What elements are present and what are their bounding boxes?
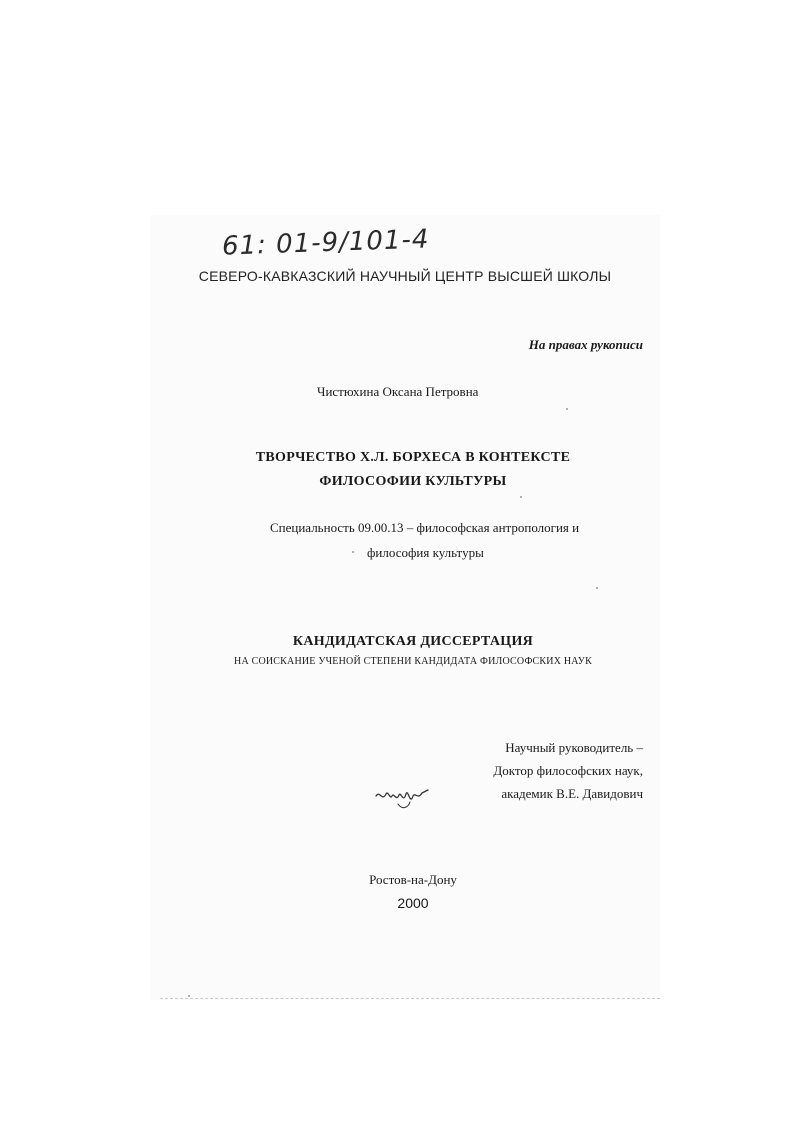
thesis-title-line-1: ТВОРЧЕСТВО Х.Л. БОРХЕСА В КОНТЕКСТЕ <box>255 450 571 465</box>
scan-edge-line <box>160 998 660 999</box>
year: 2000 <box>397 895 429 911</box>
advisor-block <box>493 736 643 805</box>
scan-speck <box>596 587 598 589</box>
institution-name: СЕВЕРО-КАВКАЗСКИЙ НАУЧНЫЙ ЦЕНТР ВЫСШЕЙ ШКОЛЫ <box>198 268 612 284</box>
advisor-line-2: Доктор философских наук, <box>493 763 643 778</box>
degree-statement: НА СОИСКАНИЕ УЧЕНОЙ СТЕПЕНИ КАНДИДАТА ФИЛОСОФСКИХ НАУК <box>234 656 592 667</box>
specialty-line-2: философия культуры <box>367 545 484 560</box>
city: Ростов-на-Дону <box>369 872 457 887</box>
author-name: Чистюхина Оксана Петровна <box>317 384 479 399</box>
handwritten-catalog-code: 61: 01-9/101-4 <box>221 224 430 262</box>
handwritten-signature <box>372 780 432 816</box>
specialty-line-1: Специальность 09.00.13 – философская антропология и <box>270 520 580 535</box>
advisor-line-1: Научный руководитель – <box>505 740 643 755</box>
manuscript-rights-note: На правах рукописи <box>528 337 643 352</box>
scan-speck <box>520 496 522 498</box>
advisor-line-3: академик В.Е. Давидович <box>501 786 643 801</box>
scan-speck <box>352 551 354 553</box>
scan-speck <box>188 995 190 997</box>
dissertation-type: КАНДИДАТСКАЯ ДИССЕРТАЦИЯ <box>292 634 534 649</box>
thesis-title-line-2: ФИЛОСОФИИ КУЛЬТУРЫ <box>319 474 507 489</box>
scan-speck <box>566 408 568 410</box>
